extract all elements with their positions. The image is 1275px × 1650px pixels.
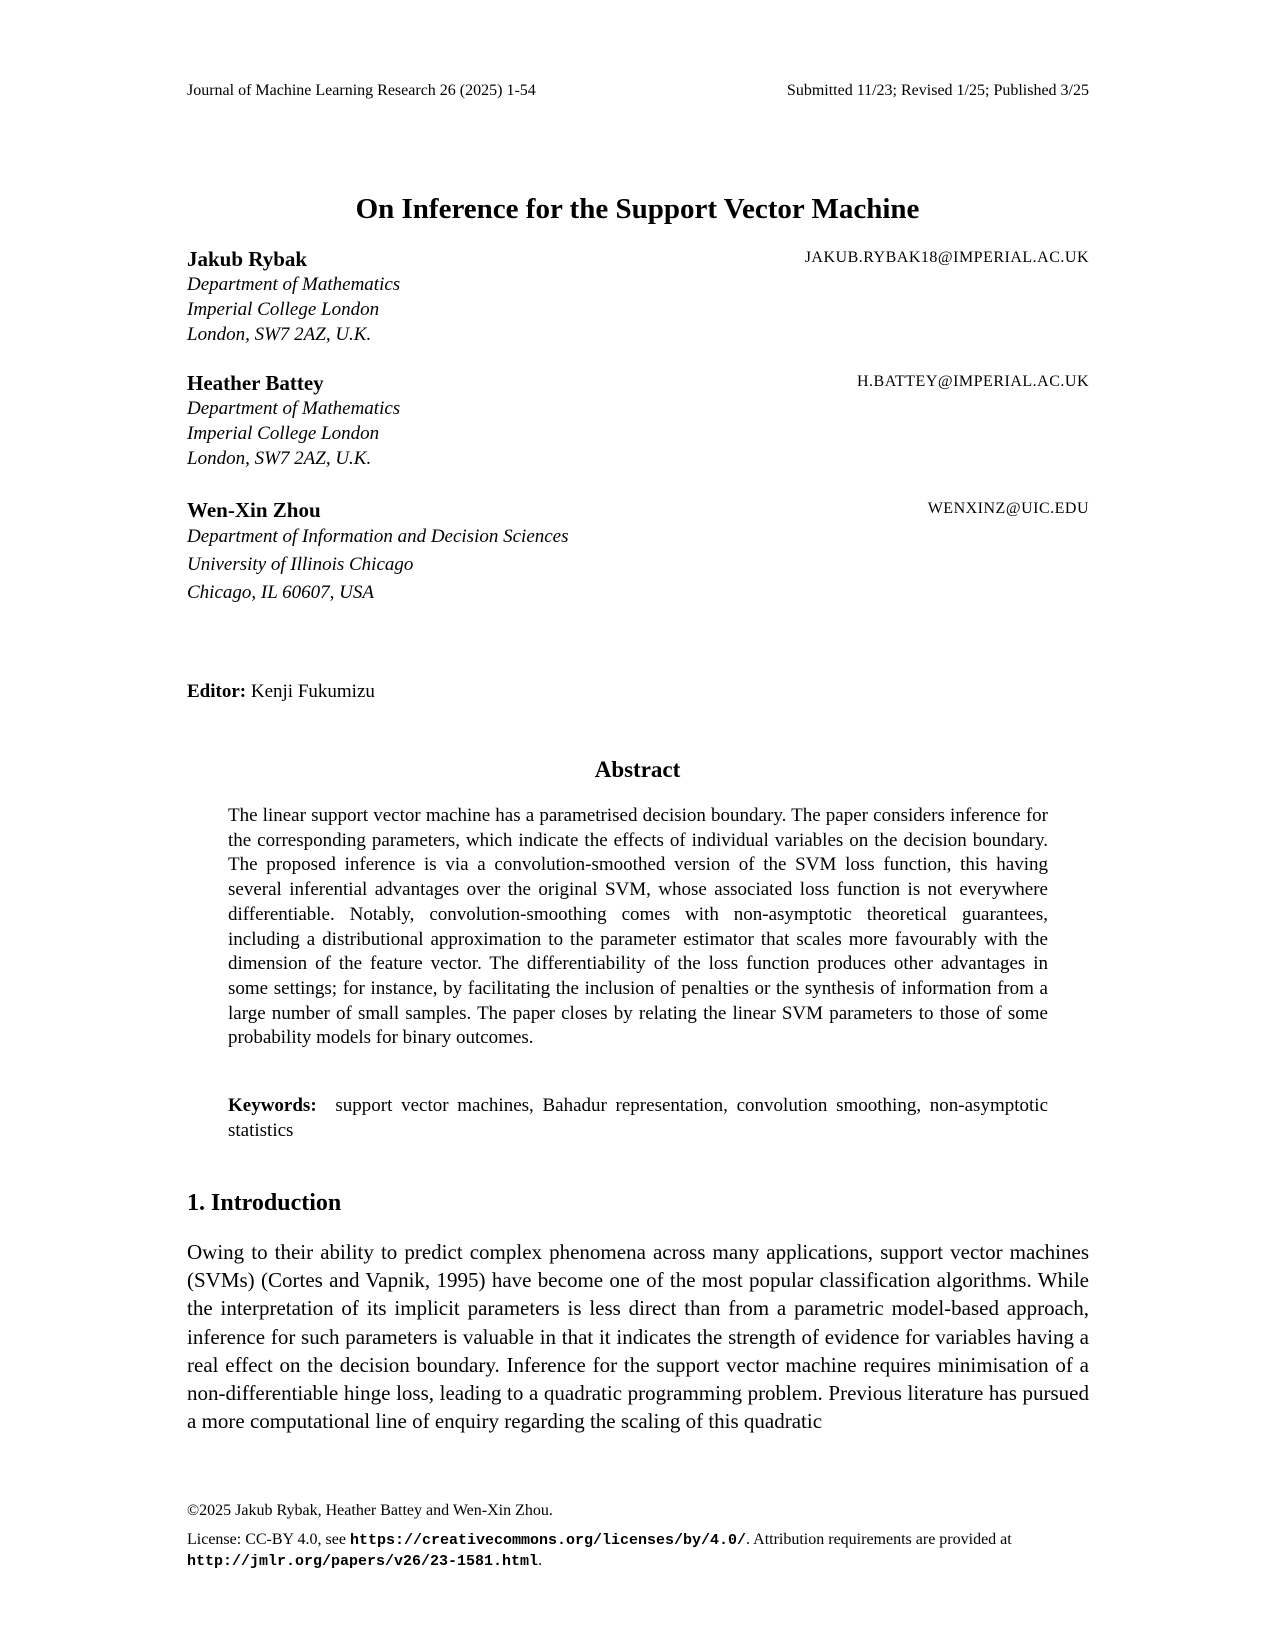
keywords-label: Keywords:	[228, 1095, 317, 1116]
author-email[interactable]: WENXINZ@UIC.EDU	[927, 500, 1089, 517]
author-affiliation-line: University of Illinois Chicago	[187, 554, 414, 575]
author-affiliation-line: Chicago, IL 60607, USA	[187, 582, 375, 603]
copyright-notice: ©2025 Jakub Rybak, Heather Battey and Wen-Xin Zhou.	[187, 1502, 553, 1519]
author-affiliation-line: Department of Information and Decision Sciences	[187, 526, 569, 547]
author-affiliation-line: Imperial College London	[187, 423, 380, 444]
abstract-text: The linear support vector machine has a parametrised decision boundary. The paper considers inference for the corresponding parameters, which indicate the effects of individual variables on the decision boundary. The proposed inference is via a convolution-smoothed version of the SVM loss function, this having several inferential advantages over the original SVM, whose associated loss function is not everywhere differentiable. Notably, convolution-smoothing comes with non-asymptotic theoretical guarantees, including a distributional approximation to the parameter estimator that scales more favourably with the dimension of the feature vector. The differentiability of the loss function produces other advantages in some settings; for instance, by facilitating the inclusion of penalties or the synthesis of information from a large number of small samples. The paper closes by relating the linear SVM parameters to those of some probability models for binary outcomes.	[228, 805, 1048, 1049]
abstract-heading: Abstract	[594, 757, 681, 782]
author-email[interactable]: JAKUB.RYBAK18@IMPERIAL.AC.UK	[804, 249, 1089, 266]
editor-line	[187, 681, 375, 703]
running-header-dates: Submitted 11/23; Revised 1/25; Published 3/25	[786, 82, 1089, 99]
keywords-text: support vector machines, Bahadur representation, convolution smoothing, non-asymptotic statistics	[228, 1095, 1048, 1141]
introduction-text: Owing to their ability to predict complex phenomena across many applications, support vector machines (SVMs) (Cortes and Vapnik, 1995) have become one of the most popular classification algorithms. While the interpretation of its implicit parameters is less direct than from a parametric model-based approach, inference for such parameters is valuable in that it indicates the strength of evidence for variables having a real effect on the decision boundary. Inference for the support vector machine requires minimisation of a non-differentiable hinge loss, leading to a quadratic programming problem. Previous literature has pursued a more computational line of enquiry regarding the scaling of this quadratic	[187, 1240, 1089, 1434]
author-affiliation-line: Department of Mathematics	[187, 398, 401, 419]
keywords	[228, 1093, 1048, 1143]
license-middle: . Attribution requirements are provided at	[746, 1531, 1012, 1548]
attribution-link[interactable]: http://jmlr.org/papers/v26/23-1581.html	[187, 1553, 539, 1570]
running-header-journal: Journal of Machine Learning Research 26 (2025) 1-54	[187, 82, 536, 99]
author-affiliation-line: Department of Mathematics	[187, 274, 401, 295]
license-notice	[187, 1530, 1089, 1572]
author-name: Heather Battey	[187, 371, 324, 395]
section-heading-introduction: 1. Introduction	[187, 1190, 342, 1216]
author-affiliation-line: London, SW7 2AZ, U.K.	[187, 324, 372, 345]
author-block	[187, 497, 1089, 607]
author-name: Wen-Xin Zhou	[187, 498, 321, 522]
license-prefix: License: CC-BY 4.0, see	[187, 1531, 350, 1548]
license-link[interactable]: https://creativecommons.org/licenses/by/4.0/	[349, 1532, 747, 1549]
author-name: Jakub Rybak	[187, 247, 308, 271]
author-block	[187, 246, 1089, 347]
license-suffix: .	[538, 1552, 543, 1569]
paper-title: On Inference for the Support Vector Machine	[355, 193, 920, 225]
author-email[interactable]: H.BATTEY@IMPERIAL.AC.UK	[856, 373, 1089, 390]
author-affiliation-line: London, SW7 2AZ, U.K.	[187, 448, 372, 469]
author-affiliation-line: Imperial College London	[187, 299, 380, 320]
author-block	[187, 370, 1089, 471]
editor-name: Kenji Fukumizu	[250, 681, 375, 702]
editor-label: Editor:	[187, 681, 247, 702]
